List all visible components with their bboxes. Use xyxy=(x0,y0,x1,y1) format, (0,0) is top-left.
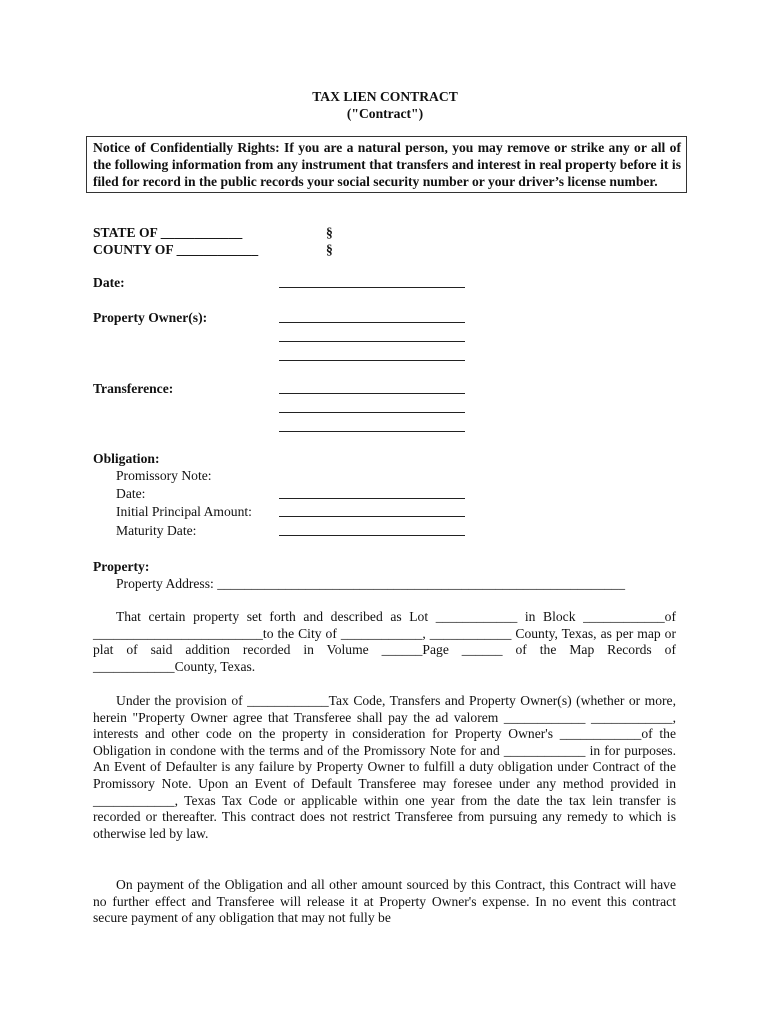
paragraph-text: Under the provision of ____________Tax Code, Transfers and Property Owner(s) (whether or more, herein "Property Owner agree that Transferee shall pay the ad valorem ____________ ____________, interests and other code on the property in consideration for Property Owner's ____________of the Obligation in condone with the terms and of the Promissory Note for and ____________ in for purposes. An Event of Defaulter is any failure by Property Owner to fulfill a duty obligation under Contract of the Promissory Note. Upon an Event of Default Transferee may foresee under any method provided in ____________, Texas Tax Code or applicable within one year from the date the tax lein transfer is recorded or thereafter. This contract does not restrict Transferee from pursuing any remedy to which is otherwise led by law. xyxy=(93,693,676,841)
county-label: COUNTY OF ____________ xyxy=(93,242,259,257)
property-label: Property: xyxy=(93,559,150,574)
transference-blank-line xyxy=(279,412,465,413)
property-owners-label: Property Owner(s): xyxy=(93,310,208,325)
section-symbol-state: § xyxy=(326,225,333,240)
date-blank-line xyxy=(279,287,465,288)
note-date-label: Date: xyxy=(116,486,146,501)
section-symbol-county: § xyxy=(326,242,333,257)
obligation-label: Obligation: xyxy=(93,451,160,466)
document-subtitle: ("Contract") xyxy=(346,106,424,121)
property-description-paragraph xyxy=(93,609,676,675)
promissory-note-label: Promissory Note: xyxy=(116,468,212,483)
owner-blank-line xyxy=(279,360,465,361)
paragraph-text: On payment of the Obligation and all other amount sourced by this Contract, this Contract will have no further effect and Transferee will release it at Property Owner's expense. In no event this contract secure payment of any obligation that may not fully be xyxy=(93,877,676,926)
paragraph-text: That certain property set forth and described as Lot ____________ in Block ____________of _________________________to the City of ____________, ____________ County, Texas, as per map or plat of said addition recorded in Volume ______Page ______ of the Map Records of ____________County, Texas. xyxy=(93,609,676,674)
note-date-blank-line xyxy=(279,498,465,499)
date-label: Date: xyxy=(93,275,125,290)
confidentiality-notice: Notice of Confidentially Rights: If you are a natural person, you may remove or strike any or all of the following information from any instrument that transfers and interest in real property before it is filed for record in the public records your social security number or your driver’s license number. xyxy=(86,136,687,193)
payment-paragraph xyxy=(93,877,676,927)
document-title: TAX LIEN CONTRACT xyxy=(312,89,458,104)
principal-amount-blank-line xyxy=(279,516,465,517)
maturity-date-label: Maturity Date: xyxy=(116,523,197,538)
transference-blank-line xyxy=(279,431,465,432)
transference-label: Transference: xyxy=(93,381,174,396)
principal-amount-label: Initial Principal Amount: xyxy=(116,504,252,519)
owner-blank-line xyxy=(279,341,465,342)
state-label: STATE OF ____________ xyxy=(93,225,243,240)
property-address-label: Property Address: ____________________________________________________________ xyxy=(116,576,626,591)
tax-code-paragraph xyxy=(93,693,676,842)
document-title-block xyxy=(0,88,770,122)
transference-blank-line xyxy=(279,393,465,394)
owner-blank-line xyxy=(279,322,465,323)
maturity-date-blank-line xyxy=(279,535,465,536)
